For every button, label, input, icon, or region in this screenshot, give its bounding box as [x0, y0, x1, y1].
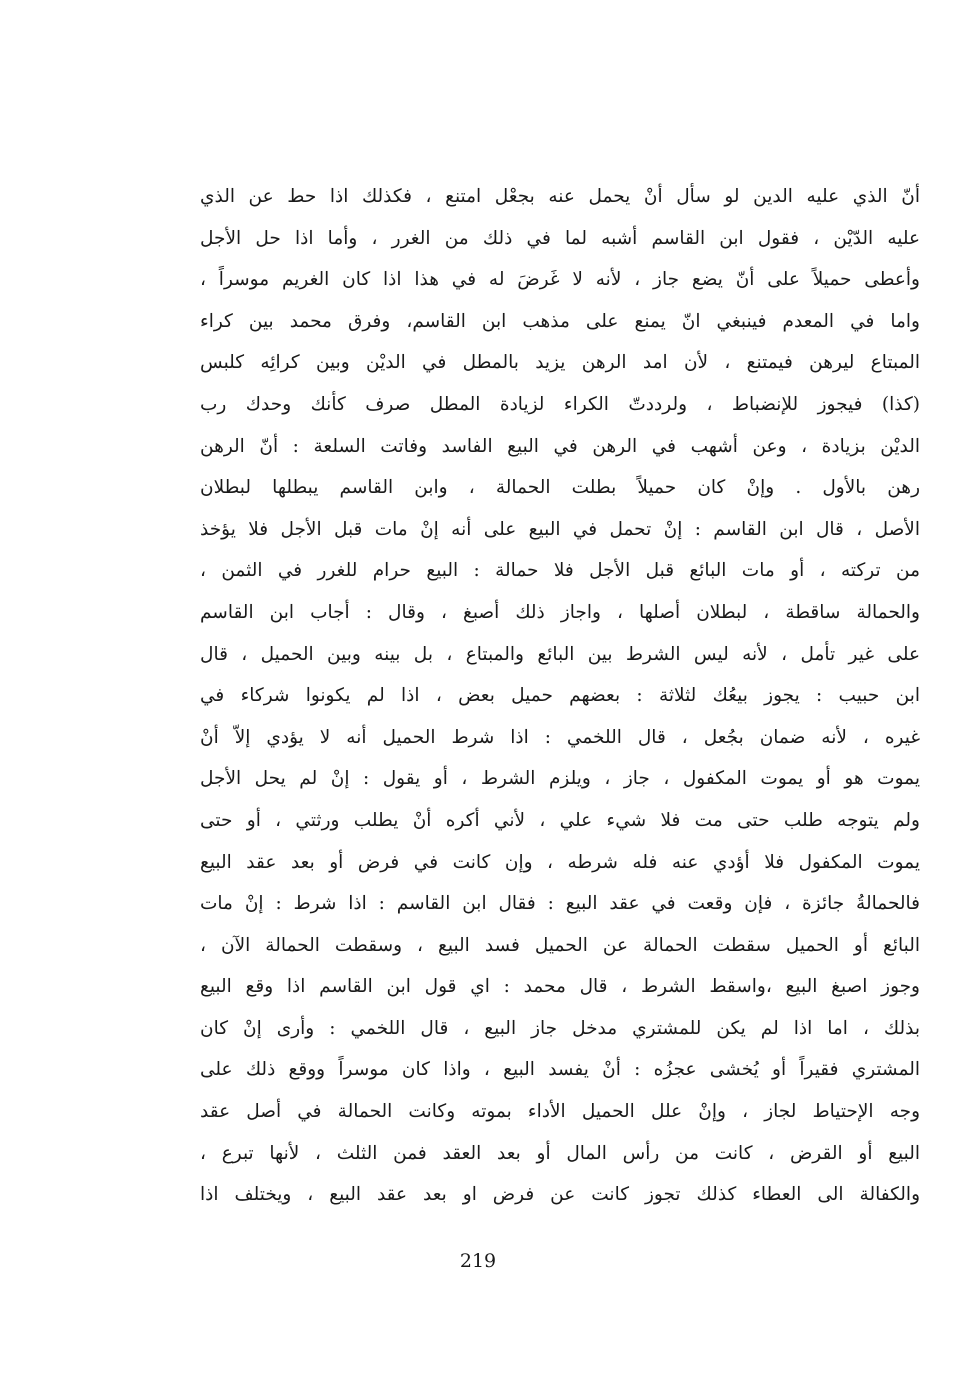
text-line: وأعطى حميلاً على أنّ يضع جاز ، لأنه لا غَرضَ له في هذا اذا كان الغريم موسراً ،	[200, 269, 920, 291]
text-line: واما في المعدم فينبغي انّ يمنع على مذهب ابن القاسم، وفرق محمد بين كراء	[200, 310, 920, 332]
text-line: على غير تأمل ، لأنه ليس الشرط بين البائع والمبتاع ، بل بينه وبين الحميل ، قال	[200, 643, 920, 665]
text-line: غيره ، لأنه ضمان بجُعل ، قال اللخمي : اذا شرط الحميل أنه لا يؤدي إلاّ أنْ	[200, 726, 920, 748]
text-line: من تركته ، أو مات البائع قبل الأجل فلا حمالة : البيع حرام للغرر في الثمن ،	[200, 560, 920, 582]
text-line: وجوز اصبغ البيع ،واسقط الشرط ، قال محمد : اي قول ابن القاسم اذا وقع البيع	[200, 976, 920, 998]
text-line: البيع أو القرض ، كانت من رأس المال أو بعد العقد فمن الثلث ، لأنها تبرع ،	[200, 1142, 920, 1164]
text-line: وجه الإحتياط لجاز ، وإنْ علل الحميل الأداء بموته وكانت الحمالة في أصل عقد	[200, 1101, 920, 1123]
text-line: ولم يتوجه طلب حتى مت فلا شيء علي ، لأني أكره أنْ يطلب ورثتي ، أو حتى	[200, 809, 920, 831]
text-line: أنّ الذي عليه الدين لو سأل أنْ يحمل عنه بجعْل امتنع ، فكذلك اذا حط عن الذي	[200, 186, 920, 207]
text-line: فالحمالةُ جائزة ، فإن وقعت في عقد البيع : فقال ابن القاسم : اذا شرط : إنْ مات	[200, 893, 920, 915]
text-line: المشتري فقيراً أو يُخشى عجزُه : أنْ يفسد البيع ، واذا كان موسراً ووقع ذلك على	[200, 1059, 920, 1081]
text-line: المبتاع ليرهن فيمتنع ، لأن امد الرهن يزيد بالمطل في الديْن وبين كرائِه كلبس	[200, 352, 920, 374]
text-line: ابن حبيب : يجوز بيعُك لثلاثة : بعضهم حميل بعض ، اذا لم يكونوا شركاء في	[200, 685, 920, 707]
page-number: 219	[459, 1250, 497, 1272]
text-line: رهن بالأول . وإنْ كان حميلاً بطلت الحمالة ، وابن القاسم يبطلها لبطلان	[200, 477, 920, 499]
text-line: الديْن بزيادة ، وعن أشهب في الرهن في البيع الفاسد وفاتت السلعة : أنّ الرهن	[200, 435, 920, 457]
text-line: عليه الدّيْن ، فقول ابن القاسم أشبه لما في ذلك من الغرر ، وأما اذا حل الأجل	[200, 227, 920, 249]
text-line: والكفالة الى العطاء كذلك تجوز كانت عن فرض او بعد عقد البيع ، ويختلف اذا	[200, 1184, 920, 1206]
text-line: يموت المكفول فلا أؤدي عنه فله شرطه ، وإن كانت في فرض أو بعد عقد البيع	[200, 851, 920, 873]
text-line: والحمالة ساقطة ، لبطلان أصلها ، واجاز ذلك أصبغ ، وقال : أجاب ابن القاسم	[200, 601, 920, 623]
text-line: (كذا) فيجوز للإنضباط ، ولرددتّ الكراء لزيادة المطل صرف كأنك وحدك رب	[200, 393, 920, 415]
text-line: البائع أو الحميل سقطت الحمالة عن الحميل فسد البيع ، وسقطت الحمالة الآن ،	[200, 934, 920, 956]
text-line: يموت هو أو يموت المكفول ، جاز ، ويلزم الشرط ، أو يقول : إنْ لم يحل الأجل	[200, 768, 920, 790]
text-line: الأصل ، قال ابن القاسم : إنْ تحمل في البيع على أنه إنْ مات قبل الأجل فلا يؤخذ	[200, 518, 920, 540]
arabic-text-block	[200, 176, 920, 1216]
text-line: بذلك ، اما اذا لم يكن للمشتري مدخل جاز البيع ، قال اللخمي : وأرى إنْ كان	[200, 1017, 920, 1039]
